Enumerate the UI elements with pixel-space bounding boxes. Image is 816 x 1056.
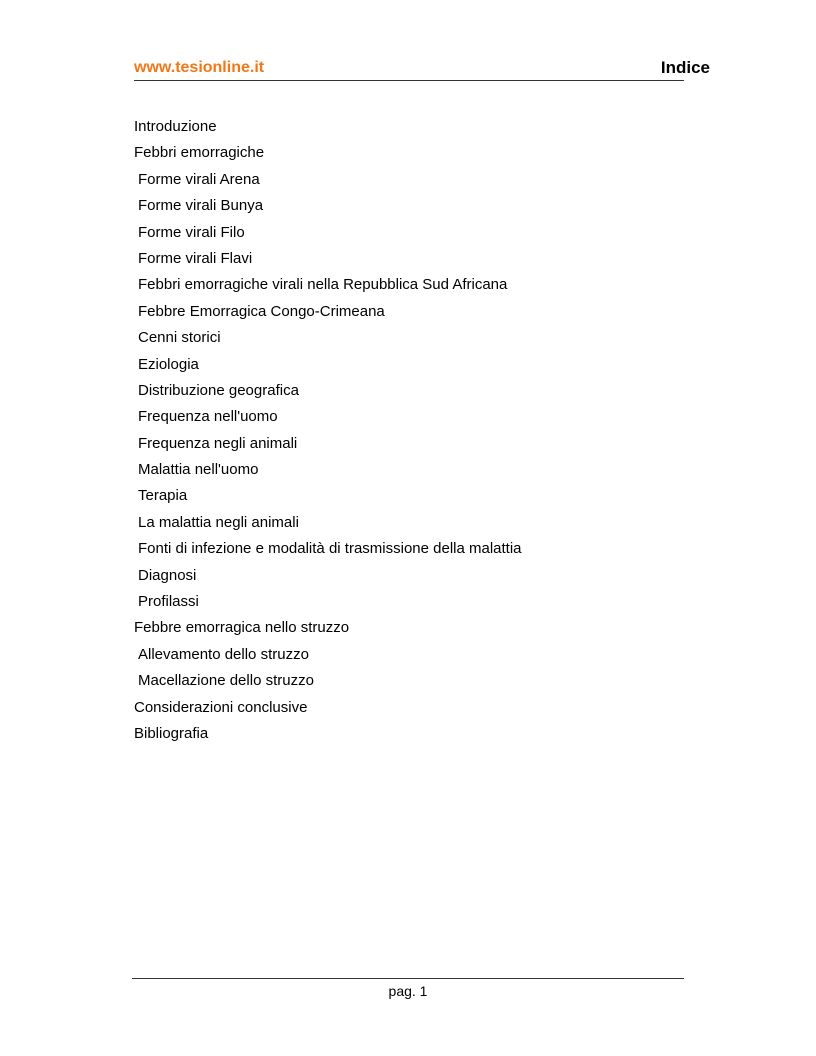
site-link[interactable]: www.tesionline.it	[134, 59, 265, 76]
toc-entry[interactable]: Terapia	[138, 487, 188, 505]
table-of-contents	[134, 114, 522, 747]
toc-entry[interactable]: Forme virali Bunya	[138, 197, 264, 215]
header-divider	[134, 80, 684, 81]
toc-entry[interactable]: Eziologia	[138, 355, 199, 373]
toc-entry[interactable]: Fonti di infezione e modalità di trasmissione della malattia	[138, 540, 522, 558]
toc-entry[interactable]: Febbre emorragica nello struzzo	[134, 619, 350, 637]
toc-entry[interactable]: Bibliografia	[134, 724, 209, 742]
toc-entry[interactable]: Frequenza nell'uomo	[138, 408, 278, 426]
toc-entry[interactable]: Forme virali Flavi	[138, 249, 253, 267]
toc-entry[interactable]: Introduzione	[134, 118, 217, 135]
toc-entry[interactable]: Forme virali Filo	[138, 223, 245, 241]
toc-entry[interactable]: Frequenza negli animali	[138, 434, 298, 452]
toc-entry[interactable]: Febbre Emorragica Congo-Crimeana	[138, 302, 385, 320]
toc-entry[interactable]: Profilassi	[138, 593, 199, 611]
toc-entry[interactable]: Forme virali Arena	[138, 170, 260, 188]
toc-entry[interactable]: Macellazione dello struzzo	[138, 672, 314, 690]
page-title: Indice	[660, 58, 710, 77]
toc-entry[interactable]: Febbri emorragiche	[134, 144, 265, 162]
toc-entry[interactable]: Allevamento dello struzzo	[138, 645, 309, 663]
toc-entry[interactable]: Malattia nell'uomo	[138, 461, 259, 479]
toc-entry[interactable]: Febbri emorragiche virali nella Repubblica Sud Africana	[138, 276, 508, 294]
toc-entry[interactable]: Diagnosi	[138, 566, 197, 584]
toc-entry[interactable]: Cenni storici	[138, 329, 221, 347]
footer-divider	[132, 978, 684, 979]
page-number: pag. 1	[388, 983, 428, 999]
toc-entry[interactable]: Considerazioni conclusive	[134, 698, 308, 716]
toc-entry[interactable]: La malattia negli animali	[138, 513, 299, 531]
toc-entry[interactable]: Distribuzione geografica	[138, 381, 299, 399]
